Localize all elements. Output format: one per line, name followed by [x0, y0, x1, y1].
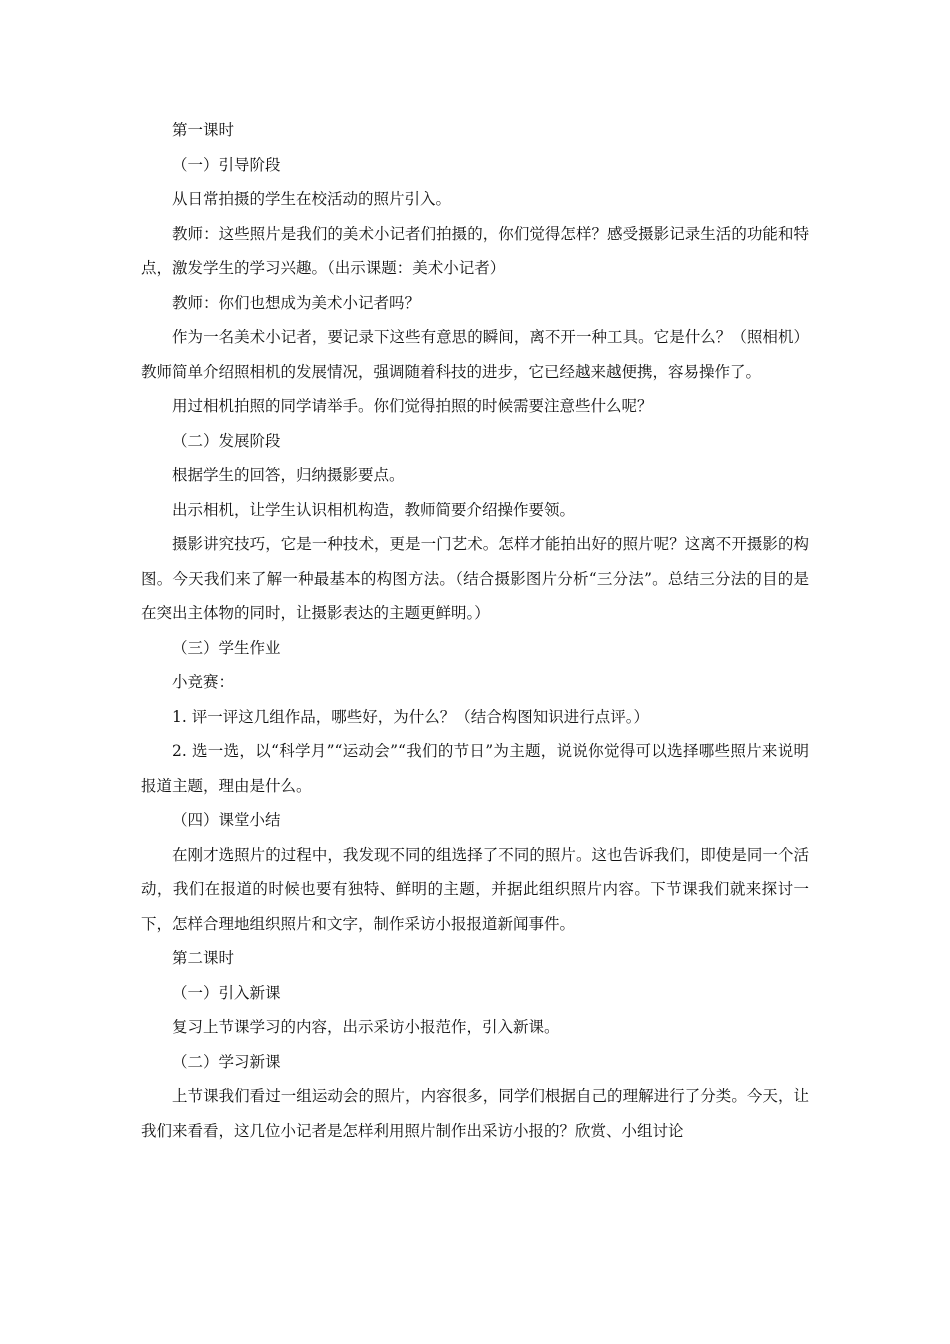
paragraph: 作为一名美术小记者，要记录下这些有意思的瞬间，离不开一种工具。它是什么？（照相机）教师简单介绍照相机的发展情况，强调随着科技的进步，它已经越来越便携，容易操作了。: [141, 328, 809, 381]
paragraph: 根据学生的回答，归纳摄影要点。: [172, 466, 405, 484]
paragraph: 上节课我们看过一组运动会的照片，内容很多，同学们根据自己的理解进行了分类。今天，让我们来看看，这几位小记者是怎样利用照片制作出采访小报的？欣赏、小组讨论: [141, 1087, 809, 1140]
section-new-lesson-heading: （二）学习新课: [172, 1052, 281, 1071]
lesson-one-heading: 第一课时: [172, 121, 235, 139]
paragraph: 从日常拍摄的学生在校活动的照片引入。: [172, 190, 452, 208]
section-develop-heading: （二）发展阶段: [172, 431, 281, 450]
paragraph: 复习上节课学习的内容，出示采访小报范作，引入新课。: [172, 1018, 560, 1036]
paragraph: 出示相机，让学生认识相机构造，教师简要介绍操作要领。: [172, 500, 576, 519]
paragraph: 教师：你们也想成为美术小记者吗？: [172, 293, 421, 312]
paragraph: 用过相机拍照的同学请举手。你们觉得拍照的时候需要注意些什么呢？: [172, 397, 653, 415]
paragraph: 在刚才选照片的过程中，我发现不同的组选择了不同的照片。这也告诉我们，即使是同一个活动，我们在报道的时候也要有独特、鲜明的主题，并据此组织照片内容。下节课我们就来探讨一下，怎样合理地组织照片和文字，制作采访小报报道新闻事件。: [141, 845, 809, 933]
section-summary-heading: （四）课堂小结: [172, 811, 281, 829]
paragraph: 小竞赛：: [172, 673, 235, 691]
document-body: [141, 113, 809, 1148]
section-guide-heading: （一）引导阶段: [172, 155, 281, 174]
paragraph: 教师：这些照片是我们的美术小记者们拍摄的，你们觉得怎样？感受摄影记录生活的功能和特点，激发学生的学习兴趣。（出示课题：美术小记者）: [141, 224, 809, 277]
list-item: 1. 评一评这几组作品，哪些好，为什么？（结合构图知识进行点评。）: [172, 707, 649, 726]
lesson-two-heading: 第二课时: [172, 949, 235, 967]
list-item: 2. 选一选，以“科学月”“运动会”“我们的节日”为主题，说说你觉得可以选择哪些照片来说明报道主题，理由是什么。: [141, 742, 809, 795]
section-homework-heading: （三）学生作业: [172, 638, 281, 657]
paragraph: 摄影讲究技巧，它是一种技术，更是一门艺术。怎样才能拍出好的照片呢？这离不开摄影的构图。今天我们来了解一种最基本的构图方法。（结合摄影图片分析“三分法”。总结三分法的目的是在突出主体物的同时，让摄影表达的主题更鲜明。）: [141, 535, 809, 622]
section-intro-heading: （一）引入新课: [172, 983, 281, 1002]
